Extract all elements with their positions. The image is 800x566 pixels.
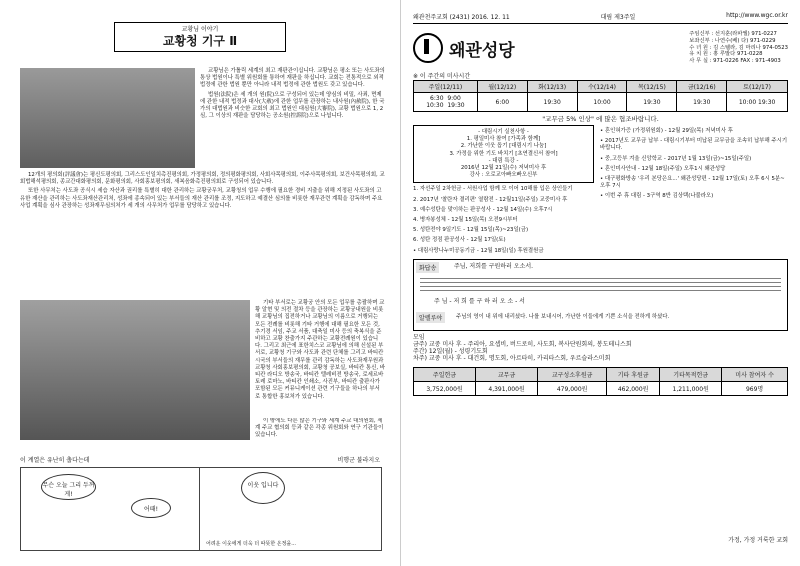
schedule-day: 월(12/12): [477, 81, 527, 93]
offering-header: 기타목적헌금: [660, 367, 722, 381]
announcement-item: • 혼인미사안내 - 12월 18일(주일) 오후1시 왜관성당: [600, 165, 726, 172]
practice-line: 1. 평일미사 참여 [가족과 함께]: [466, 136, 541, 143]
schedule-day: 토(12/17): [727, 81, 788, 93]
body-text-last: [255, 418, 385, 448]
right-page: [400, 0, 800, 566]
website-link[interactable]: http://www.wgc.or.kr: [726, 12, 788, 19]
offering-header: 미사 참여자 수: [722, 367, 788, 381]
psalm-title: 주님, 저희를 구원하러 오소서.: [454, 262, 534, 270]
announcement-item: 5. 성탄전야 9일기도 - 12월 15일(목)~23일(금): [413, 227, 529, 234]
offering-header: 교무금: [476, 367, 538, 381]
table-row: [414, 381, 788, 395]
meeting-line: 주간) 12일(월) - 성령기도회: [413, 348, 488, 356]
contact-line: 유 치 원 : 홍 루발다 971-0228: [689, 51, 763, 58]
contact-line: 수 녀 원 : 김 스텔라, 김 마리나 974-0523: [689, 44, 788, 51]
psalm-label: 화답송: [416, 262, 439, 273]
comic-author: 비행군 불라지오: [337, 457, 380, 464]
practice-line: 2. 가난한 이웃 돕기 [대림시기 나눔]: [460, 143, 547, 150]
liturgical-week: 대림 제3주일: [600, 14, 636, 21]
schedule-time: 19:30: [527, 93, 577, 112]
schedule-day: 금(12/16): [677, 81, 727, 93]
music-staff: [420, 278, 781, 294]
body-text-side: [255, 300, 385, 403]
offering-header: 기타 후원금: [607, 367, 660, 381]
speech-bubble: 어때!: [131, 498, 171, 518]
meeting-line: 금주) 교중 미사 후 - 주리아, 요셉비, 버드로히, 사도회, 복사단원회의, 봉도테니스회: [413, 341, 632, 349]
offering-value: 1,211,000원: [660, 381, 722, 395]
speech-bubble: 무슨 오늘 그리 두꺼게!: [41, 474, 96, 500]
psalm-lyrics: 주 님 - 저 희 를 구 하 러 오 소 - 서: [434, 297, 525, 305]
article-title: 교황청 기구 Ⅱ: [162, 34, 238, 48]
announcement-columns: [413, 125, 788, 255]
announcement-item: 6. 성탄 정점 판공성사 - 12월 17일(토): [413, 237, 506, 244]
schedule-time: 10:00: [577, 93, 627, 112]
contact-line: 주임신부 : 선지훈(라파엘) 971-0227: [689, 31, 777, 37]
parish-name: 왜관성당: [449, 40, 515, 61]
comic-caption: 어려운 이웃에게 더욱 더 따뜻한 온정을...: [206, 541, 296, 547]
meeting-line: 차주) 교중 미사 후 - 대건회, 명도회, 아르타히, 카리타스회, 우르슬라스미회: [413, 355, 611, 363]
body-paragraph: 또한 사무처는 사도좌 공식시 세습 자산과 권리를 특별히 대한 관리하는 교황궁무처, 교황청의 업무 수행에 필요한 경비 지출을 위해 지정된 사도좌의 고유한 재산을 관리하는 사도좌재산관리처, 성좌에 종속되어 있는 부서들의 재산 관리를 조정, 지도하고 예결산 심의를 비롯한 재무관련 계획을 감독하며 주요 사업 계획을 심사 관장하는 성좌재무심의처가 세 개의 사무처가 업무를 담당하고 있습니다.: [20, 188, 383, 209]
announcement-item: • 대림사랑나누미공동기금 - 12월 18일(일) 후원결원금: [413, 247, 544, 254]
announcement-item: 4. 병자봉성체 - 12월 15일(목) 오전9시부터: [413, 217, 518, 224]
meetings-section: [413, 334, 788, 363]
offering-header: 주일헌금: [414, 367, 476, 381]
comic-title: 이 계열은 유난히 춥다는데: [20, 457, 90, 464]
table-row: [414, 367, 788, 381]
practice-line: - 대림시기 실천사항 -: [478, 129, 529, 135]
schedule-title: ※ 이 주간의 미사시간: [413, 73, 471, 80]
article-title-sup: 교황님 이야기: [181, 26, 219, 33]
practice-line: 3. 가정을 위한 기도 바치기 [초연결신서 참여]: [449, 150, 558, 157]
offering-table: [413, 367, 788, 396]
pope-photo-1: [20, 68, 195, 168]
intro-paragraph: 교황님은 가톨릭 세계의 최고 재판관이십니다. 교황님은 평소 또는 사도좌의 통상 법원이나 특별 위원회를 통하여 재판을 하십니다. 교회는 전통적으로 외적 법정에 관한 법원 뿐만 아니라 내적 법정에 관한 법원도 갖고 있습니다.: [200, 68, 385, 89]
article-title-box: [114, 22, 286, 52]
speech-bubble: 이웃 입니다: [241, 472, 285, 504]
offering-value: 3,752,000원: [414, 381, 476, 395]
alleluia-text: 주님의 영이 내 위에 내리셨다. 나를 보내시어, 가난한 이들에게 기쁜 소식을 전하게 하셨다.: [456, 313, 670, 320]
table-row: [414, 81, 788, 93]
announcement-item: • 대구평화방송 '우리 본당은요...' 왜관성당편 - 12월 17일(토) 오후 6시 5분~오후 7시: [600, 176, 785, 190]
schedule-day: 주일(12/11): [414, 81, 478, 93]
issue-info: 왜관천주교회 (2431) 2016. 12. 11: [413, 14, 510, 21]
schedule-time: 6:00: [477, 93, 527, 112]
comic-strip: [20, 467, 382, 551]
practice-line: 강사 : 오로교아빠오빠오신부: [469, 172, 538, 179]
comic-header: [20, 455, 380, 464]
contact-line: 보좌신부 : 나연수(베) 다) 971-0229: [689, 37, 776, 44]
schedule-time: 19:30: [627, 93, 677, 112]
tithe-notice: "교무금 5% 인상" 에 많은 협조바랍니다.: [542, 115, 659, 123]
body-paragraph: 12개의 평의회(評議會)는 평신도평의회, 그리스도인일치촉진평의회, 가정평의회, 정의평화평의회, 사회사목평의회, 이주사목평의회, 보건사목평의회, 교회법해석평의회, 종교간대화평의회, 문화평의회, 사회홍보평의회, 새복음화촉진평의회로 구성되어 있습니다.: [20, 172, 385, 186]
announcement-item: • 중,고등부 겨울 신앙학교 - 2017년 1월 13일(금)~15일(주일): [600, 155, 752, 162]
announcement-col-b: [600, 125, 788, 255]
contact-list: [689, 31, 788, 65]
announcement-item: 2. 2017년 '찰란자 결리편' 열람전 - 12월11일(주일) 교중미사 후: [413, 196, 568, 203]
schedule-time: 10:00 19:30: [727, 93, 788, 112]
schedule-day: 수(12/14): [577, 81, 627, 93]
bulletin-header: [413, 12, 788, 24]
body-text-top: [20, 172, 385, 212]
body-paragraph: 기타 부서로는 교황궁 안의 모든 업무를 총괄하며 교황 알현 및 의전 절차 등을 관장하는 교황궁내원을 비롯해 교황님의 집전하거나 교황님의 이름으로 거행되는 모든 전례를 비롯해 기타 거행에 대해 필요한 모든 것, 추기경 서임, 주교 서품, 대축일 미사 등의 축복식을 준비하고 교황 찬출가지 주관하는 교황전례원이 있습니다. 그리고 최근에 표한치스코 교황님에 의해 신설된 부서로, 교황청 기구와 사도좌 관련 단체를 그리고 바티칸 시국의 부서들의 재무를 관리 감독하는 사도좌재무원과 교황청 사회홍보평의회, 교황청 공보실, 바티칸 통신, 바티칸 라디오 방송국, 바티칸 텔레비전 방송국, 로세르바토레 로마노, 바티칸 인쇄소, 사진부, 바티칸 출판사가 포함된 모든 커뮤니케이션 관련 기구들을 하나의 부서로 통합한 홍보처가 있습니다.: [255, 300, 385, 400]
announcement-item: 3. 예수성탄을 맞이하는 판공성사 - 12월 14일(수) 오후7시: [413, 206, 553, 213]
announcement-item: • 혼인혀가증 (가정위원회) - 12월 29일(목) 저녁미사 후: [600, 128, 734, 134]
practice-line: 2016년 12월 21일(수) 저녁미사 후: [460, 165, 547, 172]
schedule-day: 화(12/13): [527, 81, 577, 93]
schedule-time: 6:30 9:00 10:30 19:30: [414, 93, 478, 112]
schedule-time: 19:30: [677, 93, 727, 112]
intro-text: [200, 68, 385, 122]
comic-panel-1: [21, 468, 200, 550]
contact-line: 사 무 실 : 971-0226 FAX : 971-4903: [689, 58, 781, 65]
announcement-item: • 이번 주 휴 대림 - 3구역 8반 김상택(나불라오): [600, 193, 714, 200]
table-row: [414, 93, 788, 112]
offering-value: 462,000원: [607, 381, 660, 395]
announcement-item: • 2017년도 교무금 납부 - 대림시기부터 미납된 교무금을 조속히 납부해 주시기 바랍니다.: [600, 138, 788, 152]
announcement-item: 1. 자선주일 2차헌금 - 서원사업 함께 모 이어 10해를 입은 상인들기: [413, 186, 573, 193]
intro-paragraph: 법원(法院)은 세 개의 원(院)으로 구성되어 있는데 양심의 비밀, 사죄, 면제에 관한 내적 법정과 대사(大赦)에 관한 업무를 관장하는 내사원(內赦院), 한 국가의 대법원과 비슷한 교회의 최고 법원인 대심원(大審院), 교황 법원으로 1, 2심, 그 이상의 재판을 담당하는 공소원(控訴院)으로 나뉩니다.: [200, 91, 385, 120]
alleluia-label: 알렐루야: [416, 312, 445, 323]
body-paragraph: 이 밖에도 다른 많은 기구와 세계 주교 대의원회, 세계 주교 협의회 등과 같은 각종 위원회와 연구 기관들이 있습니다.: [255, 418, 384, 439]
offering-header: 교구성소후원금: [538, 367, 607, 381]
practice-line: - 대림 특강 -: [488, 157, 519, 164]
offering-value: 969명: [722, 381, 788, 395]
masthead: [413, 28, 788, 68]
parish-logo-icon: [413, 33, 443, 63]
advent-practice-box: [413, 125, 594, 183]
schedule-day: 목(12/15): [627, 81, 677, 93]
offering-value: 479,000원: [538, 381, 607, 395]
announcement-col-a: [413, 125, 594, 255]
footer-slogan: 가정, 가정 거룩한 교회: [728, 537, 788, 544]
mass-schedule-table: [413, 80, 788, 112]
meetings-label: 모임: [413, 333, 425, 341]
responsorial-psalm: [413, 259, 788, 331]
offering-value: 4,391,000원: [476, 381, 538, 395]
pope-photo-2: [20, 300, 250, 440]
